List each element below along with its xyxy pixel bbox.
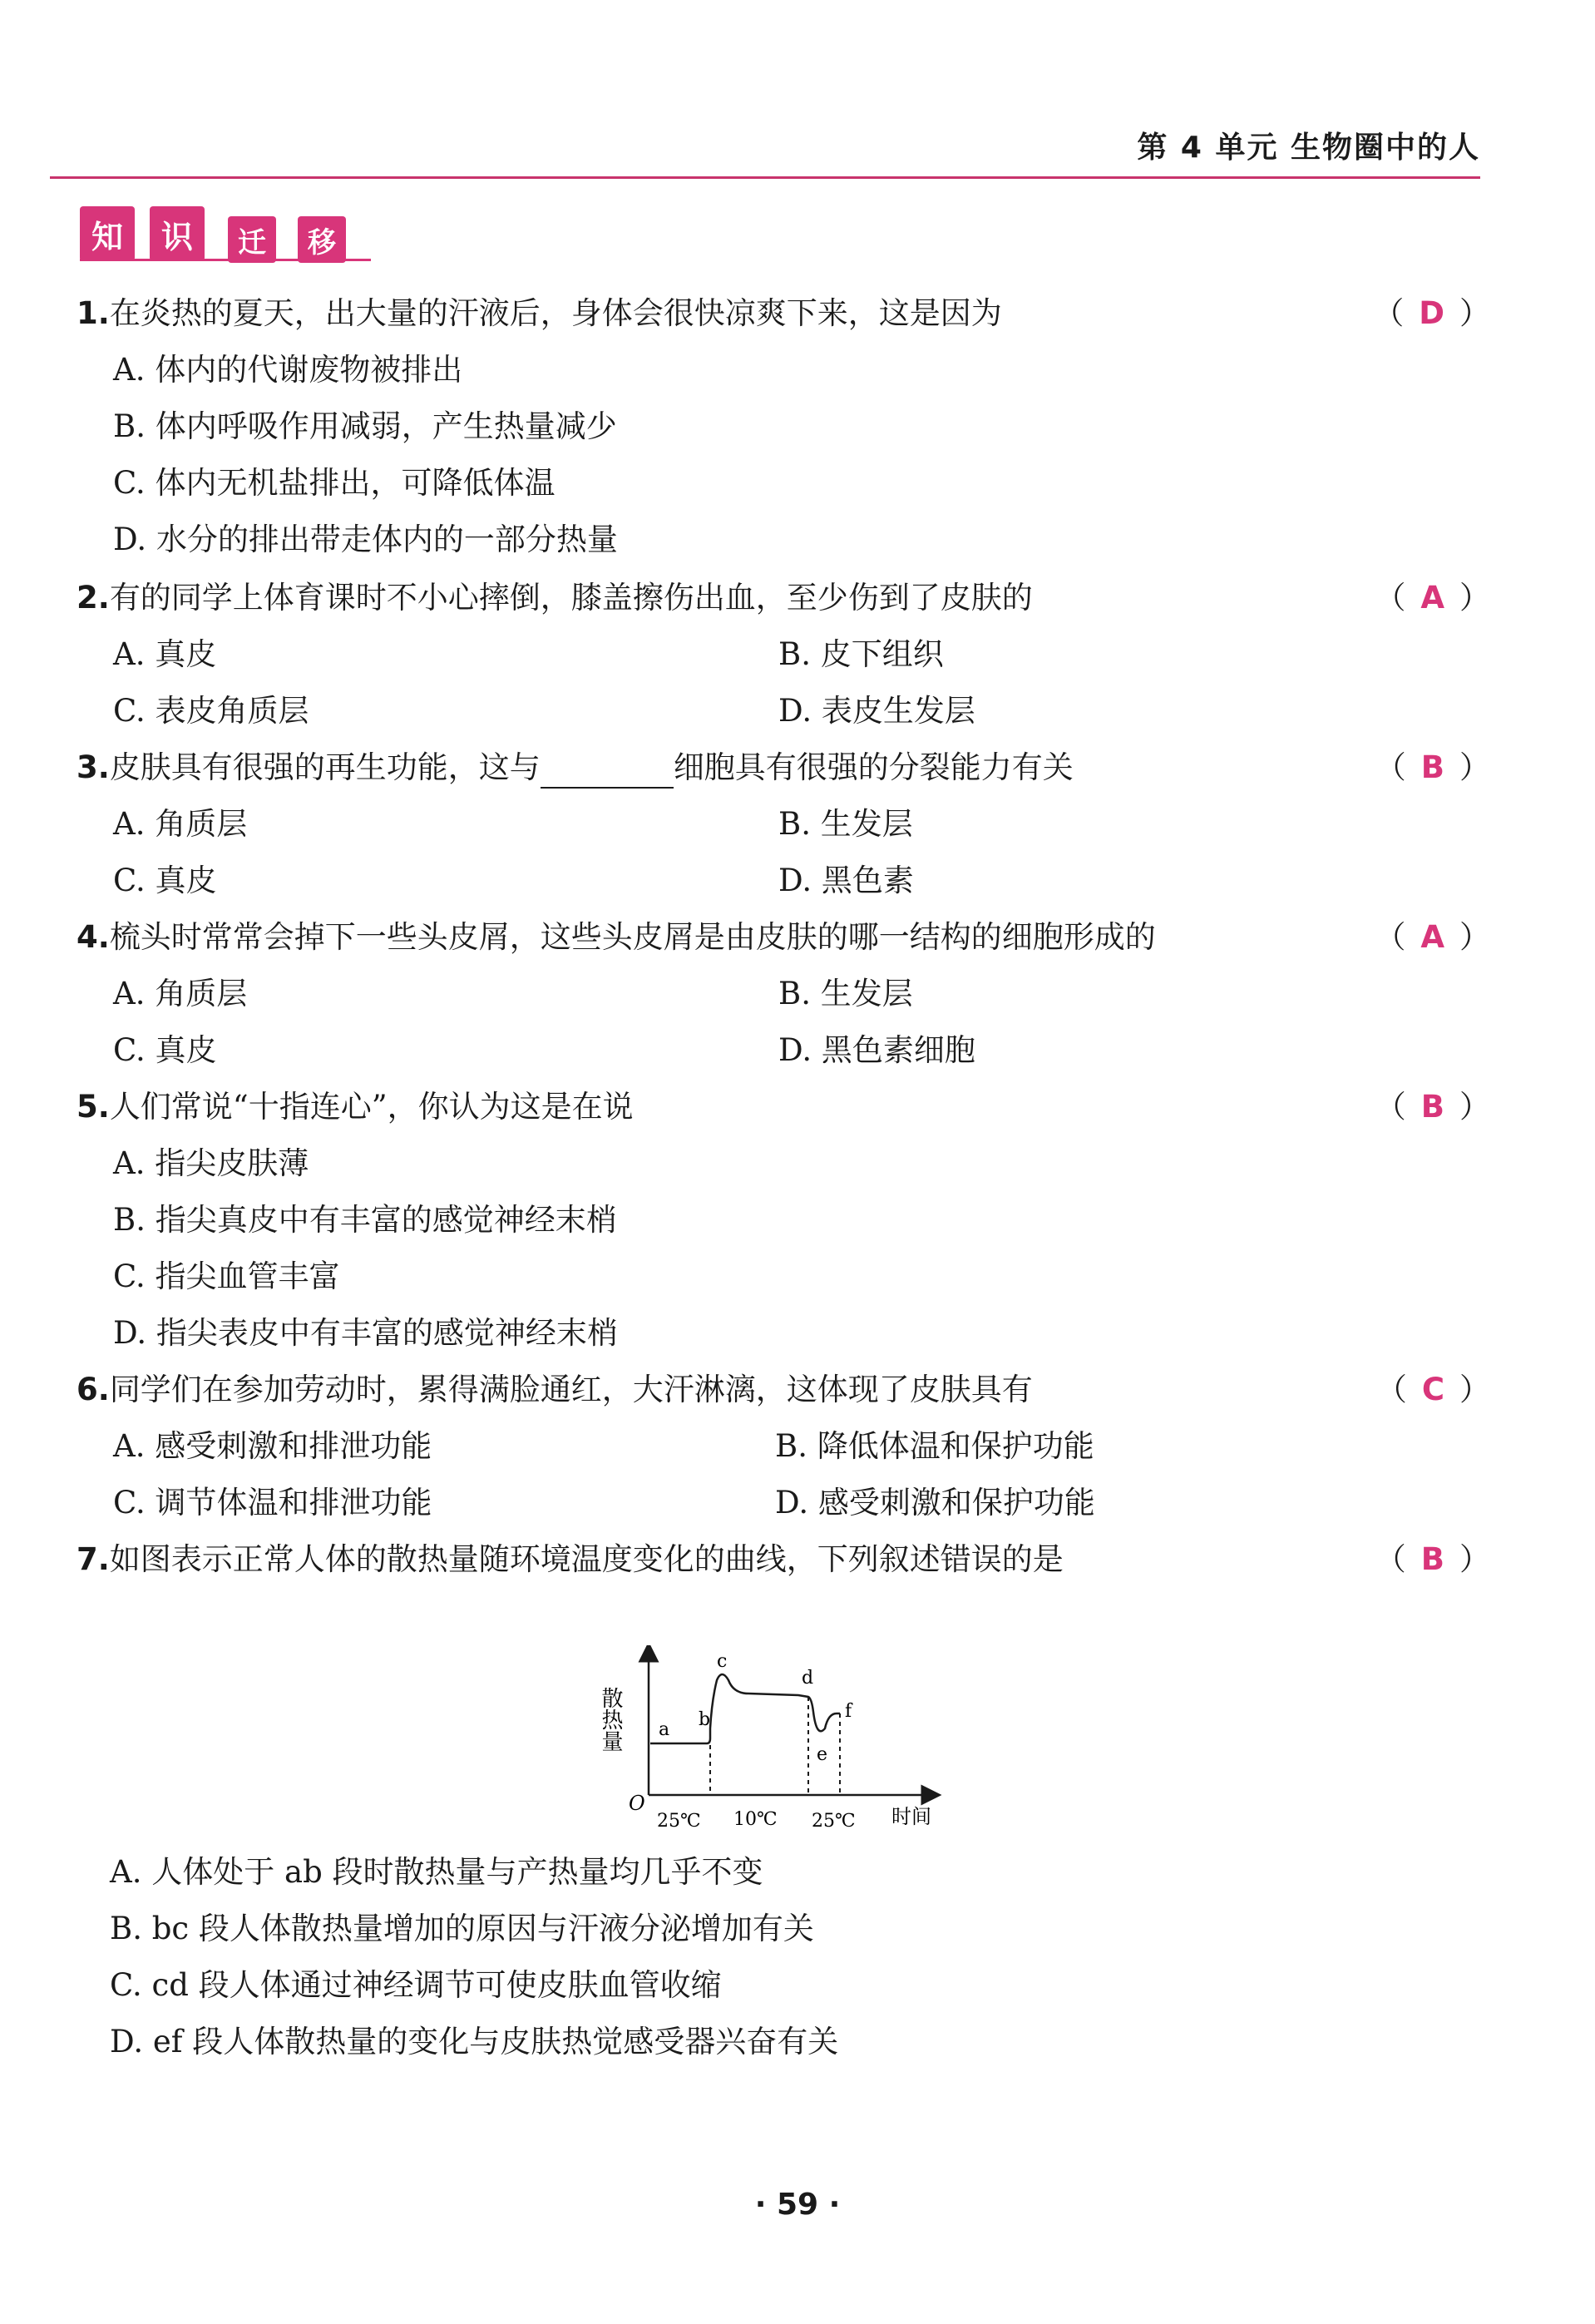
q7-option-c: C. cd 段人体通过神经调节可使皮肤血管收缩 — [110, 1967, 722, 2003]
q5-option-d: D. 指尖表皮中有丰富的感觉神经末梢 — [113, 1315, 618, 1351]
answer-5: （ B ） — [1375, 1089, 1490, 1125]
answer-1: （ D ） — [1373, 295, 1490, 331]
q4-option-b: B. 生发层 — [778, 976, 913, 1011]
q2-option-d: D. 表皮生发层 — [778, 693, 975, 729]
q2-option-c: C. 表皮角质层 — [113, 693, 309, 729]
q3-option-a: A. 角质层 — [113, 806, 248, 842]
question-5: 5.人们常说“十指连心”，你认为这是在说 （ B ） — [77, 1086, 1490, 1128]
question-1: 1.在炎热的夏天，出大量的汗液后，身体会很快凉爽下来，这是因为 （ D ） — [77, 293, 1490, 334]
q6-option-b: B. 降低体温和保护功能 — [775, 1428, 1094, 1464]
temp-label-3: 25℃ — [812, 1811, 856, 1832]
q1-option-c: C. 体内无机盐排出，可降低体温 — [113, 465, 556, 501]
question-text: 梳头时常常会掉下一些头皮屑，这些头皮屑是由皮肤的哪一结构的细胞形成的 — [109, 919, 1156, 955]
point-d: d — [802, 1668, 814, 1689]
q1-option-d: D. 水分的排出带走体内的一部分热量 — [113, 522, 618, 557]
question-2: 2.有的同学上体育课时不小心摔倒，膝盖擦伤出血，至少伤到了皮肤的 （ A ） — [77, 577, 1490, 619]
q4-option-c: C. 真皮 — [113, 1032, 217, 1068]
q5-option-c: C. 指尖血管丰富 — [113, 1258, 340, 1294]
q2-option-b: B. 皮下组织 — [778, 636, 944, 672]
q6-option-d: D. 感受刺激和保护功能 — [775, 1485, 1095, 1520]
section-char-2: 识 — [150, 206, 205, 261]
q4-option-d: D. 黑色素细胞 — [778, 1032, 975, 1068]
y-axis-label: 散热量 — [599, 1687, 623, 1752]
page-number: · 59 · — [754, 2188, 841, 2222]
point-a: a — [659, 1719, 670, 1740]
answer-3: （ B ） — [1375, 749, 1490, 785]
point-c: c — [717, 1651, 728, 1672]
question-6: 6.同学们在参加劳动时，累得满脸通红，大汗淋漓，这体现了皮肤具有 （ C ） — [77, 1369, 1490, 1411]
question-text: 有的同学上体育课时不小心摔倒，膝盖擦伤出血，至少伤到了皮肤的 — [109, 580, 1033, 616]
temp-label-1: 25℃ — [657, 1811, 701, 1832]
x-axis-label: 时间 — [891, 1805, 931, 1828]
question-text: 在炎热的夏天，出大量的汗液后，身体会很快凉爽下来，这是因为 — [109, 295, 1002, 331]
point-b: b — [699, 1709, 711, 1730]
q3-option-b: B. 生发层 — [778, 806, 913, 842]
answer-6: （ C ） — [1375, 1372, 1490, 1407]
origin-label: O — [629, 1792, 645, 1815]
q7-option-a: A. 人体处于 ab 段时散热量与产热量均几乎不变 — [110, 1854, 763, 1890]
q5-option-a: A. 指尖皮肤薄 — [113, 1145, 309, 1181]
question-text: 人们常说“十指连心”，你认为这是在说 — [109, 1089, 634, 1125]
question-text: 如图表示正常人体的散热量随环境温度变化的曲线，下列叙述错误的是 — [109, 1541, 1064, 1577]
section-char-3: 迁 — [228, 216, 276, 263]
q7-option-b: B. bc 段人体散热量增加的原因与汗液分泌增加有关 — [110, 1911, 814, 1946]
q3-option-d: D. 黑色素 — [778, 863, 914, 898]
question-text-after: 细胞具有很强的分裂能力有关 — [673, 749, 1074, 785]
section-char-4: 移 — [298, 216, 346, 263]
point-e: e — [817, 1744, 828, 1765]
temp-label-2: 10℃ — [733, 1809, 778, 1830]
section-label — [80, 206, 379, 266]
answer-2: （ A ） — [1375, 580, 1490, 616]
question-4: 4.梳头时常常会掉下一些头皮屑，这些头皮屑是由皮肤的哪一结构的细胞形成的 （ A ） — [77, 917, 1490, 958]
q5-option-b: B. 指尖真皮中有丰富的感觉神经末梢 — [113, 1202, 617, 1238]
q6-option-c: C. 调节体温和排泄功能 — [113, 1485, 432, 1520]
page-header — [50, 116, 1480, 179]
point-f: f — [845, 1701, 852, 1722]
question-7: 7.如图表示正常人体的散热量随环境温度变化的曲线，下列叙述错误的是 （ B ） — [77, 1539, 1490, 1580]
q2-option-a: A. 真皮 — [113, 636, 217, 672]
heat-dissipation-figure — [599, 1645, 965, 1845]
fill-blank — [541, 757, 674, 789]
section-char-1: 知 — [80, 206, 135, 261]
question-text-before: 皮肤具有很强的再生功能，这与 — [109, 749, 541, 785]
heat-curve-diagram — [599, 1645, 965, 1845]
q3-option-c: C. 真皮 — [113, 863, 217, 898]
q1-option-a: A. 体内的代谢废物被排出 — [113, 352, 463, 388]
unit-title: 第 4 单元 生物圈中的人 — [1137, 131, 1480, 165]
q7-option-d: D. ef 段人体散热量的变化与皮肤热觉感受器兴奋有关 — [110, 2024, 839, 2059]
q1-option-b: B. 体内呼吸作用减弱，产生热量减少 — [113, 408, 617, 444]
question-text: 同学们在参加劳动时，累得满脸通红，大汗淋漓，这体现了皮肤具有 — [109, 1372, 1033, 1407]
q6-option-a: A. 感受刺激和排泄功能 — [113, 1428, 432, 1464]
answer-4: （ A ） — [1375, 919, 1490, 955]
q4-option-a: A. 角质层 — [113, 976, 248, 1011]
answer-7: （ B ） — [1375, 1541, 1490, 1577]
question-3: 3.皮肤具有很强的再生功能，这与 细胞具有很强的分裂能力有关 （ B ） — [77, 747, 1490, 789]
